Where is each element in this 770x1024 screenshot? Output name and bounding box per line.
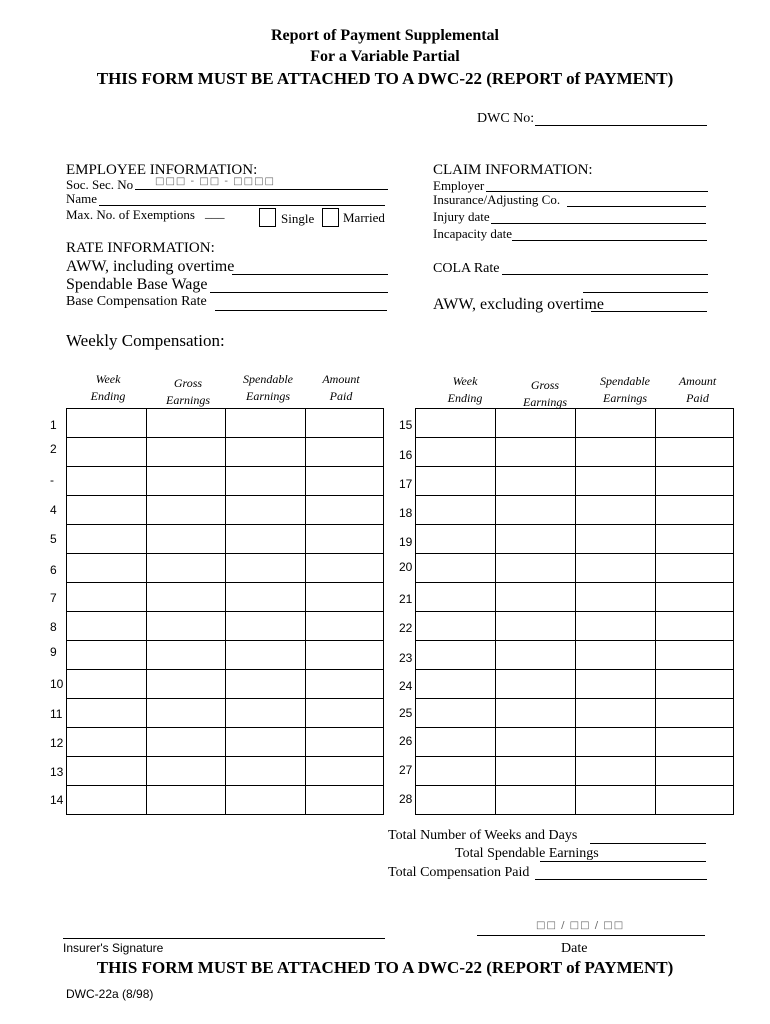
gross-earnings-cell[interactable] bbox=[495, 670, 575, 699]
week-ending-cell[interactable] bbox=[416, 612, 496, 641]
amount-paid-cell[interactable] bbox=[655, 438, 733, 467]
total-weeks-days-field[interactable] bbox=[590, 843, 706, 844]
spendable-earnings-cell[interactable] bbox=[226, 496, 306, 525]
week-ending-cell[interactable] bbox=[67, 496, 147, 525]
row-number: 16 bbox=[399, 448, 413, 462]
total-spendable-field[interactable] bbox=[540, 861, 706, 862]
spendable-earnings-cell[interactable] bbox=[226, 525, 306, 554]
row-number: 10 bbox=[50, 677, 64, 691]
spendable-earnings-cell[interactable] bbox=[575, 786, 655, 815]
row-number: 18 bbox=[399, 506, 413, 520]
form-title: Report of Payment Supplemental bbox=[271, 27, 499, 44]
amount-paid-cell[interactable] bbox=[655, 409, 733, 438]
spendable-earnings-cell[interactable] bbox=[226, 641, 306, 670]
row-number: 8 bbox=[50, 620, 57, 634]
table-row bbox=[416, 467, 734, 496]
insurer-signature-label: Insurer's Signature bbox=[63, 941, 164, 955]
spendable-earnings-cell[interactable] bbox=[575, 757, 655, 786]
gross-earnings-cell[interactable] bbox=[146, 583, 226, 612]
amount-paid-cell[interactable] bbox=[306, 612, 384, 641]
spendable-earnings-cell[interactable] bbox=[575, 467, 655, 496]
spendable-earnings-cell[interactable] bbox=[226, 612, 306, 641]
week-ending-cell[interactable] bbox=[67, 728, 147, 757]
gross-earnings-cell[interactable] bbox=[146, 467, 226, 496]
table-row bbox=[67, 438, 384, 467]
row-number: 13 bbox=[50, 765, 64, 779]
rate-info-heading: RATE INFORMATION: bbox=[66, 240, 215, 256]
gross-earnings-cell[interactable] bbox=[495, 641, 575, 670]
week-ending-cell[interactable] bbox=[67, 409, 147, 438]
cola-rate-label: COLA Rate bbox=[433, 261, 500, 276]
gross-earnings-cell[interactable] bbox=[146, 699, 226, 728]
amount-paid-cell[interactable] bbox=[306, 757, 384, 786]
left-spendable-earnings-header: Spendable Earnings bbox=[243, 372, 293, 403]
row-number: 1 bbox=[50, 418, 57, 432]
aww-incl-field[interactable] bbox=[232, 274, 388, 275]
table-row bbox=[416, 728, 734, 757]
insurance-label: Insurance/Adjusting Co. bbox=[433, 192, 561, 207]
gross-earnings-cell[interactable] bbox=[495, 525, 575, 554]
row-number: 20 bbox=[399, 560, 413, 574]
spendable-earnings-cell[interactable] bbox=[226, 467, 306, 496]
week-ending-cell[interactable] bbox=[416, 728, 496, 757]
table-row bbox=[416, 554, 734, 583]
single-checkbox[interactable] bbox=[259, 208, 276, 227]
week-ending-cell[interactable] bbox=[416, 757, 496, 786]
spendable-earnings-cell[interactable] bbox=[226, 786, 306, 815]
married-label: Married bbox=[343, 210, 385, 225]
week-ending-cell[interactable] bbox=[67, 699, 147, 728]
spendable-earnings-cell[interactable] bbox=[226, 583, 306, 612]
amount-paid-cell[interactable] bbox=[306, 525, 384, 554]
amount-paid-cell[interactable] bbox=[306, 786, 384, 815]
row-number: 28 bbox=[399, 792, 413, 806]
spendable-earnings-cell[interactable] bbox=[226, 554, 306, 583]
week-ending-cell[interactable] bbox=[67, 786, 147, 815]
exemptions-field[interactable]: ___ bbox=[205, 205, 225, 220]
spendable-earnings-cell[interactable] bbox=[575, 699, 655, 728]
amount-paid-cell[interactable] bbox=[306, 496, 384, 525]
amount-paid-cell[interactable] bbox=[655, 699, 733, 728]
spendable-earnings-cell[interactable] bbox=[226, 699, 306, 728]
week-ending-cell[interactable] bbox=[67, 757, 147, 786]
base-comp-label: Base Compensation Rate bbox=[66, 294, 207, 309]
week-ending-cell[interactable] bbox=[416, 525, 496, 554]
base-comp-field[interactable] bbox=[215, 310, 387, 311]
amount-paid-cell[interactable] bbox=[655, 670, 733, 699]
spendable-earnings-cell[interactable] bbox=[575, 554, 655, 583]
row-number: 22 bbox=[399, 621, 413, 635]
table-row bbox=[67, 409, 384, 438]
table-row bbox=[67, 641, 384, 670]
week-ending-cell[interactable] bbox=[67, 641, 147, 670]
total-comp-paid-field[interactable] bbox=[535, 879, 707, 880]
row-number: 6 bbox=[50, 563, 57, 577]
gross-earnings-cell[interactable] bbox=[495, 786, 575, 815]
gross-earnings-cell[interactable] bbox=[495, 409, 575, 438]
table-row bbox=[416, 496, 734, 525]
week-ending-cell[interactable] bbox=[416, 670, 496, 699]
row-number: 14 bbox=[50, 793, 64, 807]
week-ending-cell[interactable] bbox=[416, 699, 496, 728]
right-week-ending-header: Week Ending bbox=[447, 374, 483, 405]
table-row bbox=[416, 786, 734, 815]
row-number: 25 bbox=[399, 706, 413, 720]
week-ending-cell[interactable] bbox=[416, 641, 496, 670]
ssn-label: Soc. Sec. No bbox=[66, 177, 134, 192]
amount-paid-cell[interactable] bbox=[306, 467, 384, 496]
row-number: 2 bbox=[50, 442, 57, 456]
table-row bbox=[67, 728, 384, 757]
table-row bbox=[416, 583, 734, 612]
right-payment-table bbox=[415, 408, 734, 815]
gross-earnings-cell[interactable] bbox=[495, 612, 575, 641]
spendable-earnings-cell[interactable] bbox=[226, 728, 306, 757]
table-row bbox=[67, 496, 384, 525]
spendable-earnings-cell[interactable] bbox=[226, 409, 306, 438]
dwc-no-label: DWC No: bbox=[477, 111, 535, 126]
amount-paid-cell[interactable] bbox=[655, 612, 733, 641]
spendable-earnings-cell[interactable] bbox=[575, 409, 655, 438]
aww-incl-label: AWW, including overtime bbox=[66, 258, 235, 275]
week-ending-cell[interactable] bbox=[67, 612, 147, 641]
gross-earnings-cell[interactable] bbox=[146, 612, 226, 641]
spendable-earnings-cell[interactable] bbox=[575, 728, 655, 757]
row-number: 7 bbox=[50, 591, 57, 605]
gross-earnings-cell[interactable] bbox=[146, 670, 226, 699]
amount-paid-cell[interactable] bbox=[655, 786, 733, 815]
claim-info-heading: CLAIM INFORMATION: bbox=[433, 162, 593, 178]
row-number: 11 bbox=[50, 707, 63, 721]
weekly-comp-heading: Weekly Compensation: bbox=[66, 331, 225, 350]
table-row bbox=[416, 670, 734, 699]
right-gross-earnings-header: Gross Earnings bbox=[522, 378, 567, 409]
gross-earnings-cell[interactable] bbox=[495, 554, 575, 583]
spendable-earnings-cell[interactable] bbox=[226, 438, 306, 467]
week-ending-cell[interactable] bbox=[67, 467, 147, 496]
row-number: 23 bbox=[399, 651, 413, 665]
cola-rate-field[interactable] bbox=[502, 274, 708, 275]
gross-earnings-cell[interactable] bbox=[146, 641, 226, 670]
left-payment-table bbox=[66, 408, 384, 815]
amount-paid-cell[interactable] bbox=[655, 728, 733, 757]
amount-paid-cell[interactable] bbox=[655, 554, 733, 583]
week-ending-cell[interactable] bbox=[416, 786, 496, 815]
dwc-no-field[interactable] bbox=[535, 125, 707, 126]
row-number: 12 bbox=[50, 736, 64, 750]
amount-paid-cell[interactable] bbox=[306, 438, 384, 467]
row-number: 4 bbox=[50, 503, 57, 517]
insurer-signature-field[interactable] bbox=[63, 938, 385, 939]
row-number: 15 bbox=[399, 418, 413, 432]
gross-earnings-cell[interactable] bbox=[146, 438, 226, 467]
spendable-earnings-cell[interactable] bbox=[226, 670, 306, 699]
amount-paid-cell[interactable] bbox=[655, 525, 733, 554]
gross-earnings-cell[interactable] bbox=[495, 757, 575, 786]
table-row bbox=[67, 670, 384, 699]
ssn-underline bbox=[135, 189, 388, 190]
injury-date-field[interactable] bbox=[491, 223, 706, 224]
amount-paid-cell[interactable] bbox=[655, 467, 733, 496]
gross-earnings-cell[interactable] bbox=[146, 786, 226, 815]
row-number: 24 bbox=[399, 679, 413, 693]
gross-earnings-cell[interactable] bbox=[495, 438, 575, 467]
gross-earnings-cell[interactable] bbox=[495, 699, 575, 728]
name-label: Name bbox=[66, 191, 98, 206]
gross-earnings-cell[interactable] bbox=[146, 554, 226, 583]
total-weeks-days-label: Total Number of Weeks and Days bbox=[388, 828, 578, 843]
week-ending-cell[interactable] bbox=[416, 496, 496, 525]
amount-paid-cell[interactable] bbox=[306, 409, 384, 438]
amount-paid-cell[interactable] bbox=[306, 728, 384, 757]
amount-paid-cell[interactable] bbox=[306, 554, 384, 583]
row-number: 21 bbox=[399, 592, 413, 606]
amount-paid-cell[interactable] bbox=[655, 496, 733, 525]
amount-paid-cell[interactable] bbox=[306, 641, 384, 670]
week-ending-cell[interactable] bbox=[416, 409, 496, 438]
attach-notice-bottom: THIS FORM MUST BE ATTACHED TO A DWC-22 (REPORT of PAYMENT) bbox=[96, 958, 674, 977]
amount-paid-cell[interactable] bbox=[306, 699, 384, 728]
incapacity-date-label: Incapacity date bbox=[433, 226, 513, 241]
amount-paid-cell[interactable] bbox=[306, 670, 384, 699]
gross-earnings-cell[interactable] bbox=[495, 728, 575, 757]
insurance-field[interactable] bbox=[567, 206, 706, 207]
spendable-earnings-cell[interactable] bbox=[226, 757, 306, 786]
name-field[interactable] bbox=[99, 205, 385, 206]
week-ending-cell[interactable] bbox=[67, 583, 147, 612]
gross-earnings-cell[interactable] bbox=[495, 583, 575, 612]
total-spendable-label: Total Spendable Earnings bbox=[455, 846, 599, 861]
table-row bbox=[67, 786, 384, 815]
table-row bbox=[67, 467, 384, 496]
form-subtitle: For a Variable Partial bbox=[310, 48, 460, 65]
gross-earnings-cell[interactable] bbox=[495, 496, 575, 525]
table-row bbox=[67, 525, 384, 554]
table-row bbox=[416, 699, 734, 728]
aww-excl-label: AWW, excluding overtime bbox=[433, 296, 604, 313]
spendable-earnings-cell[interactable] bbox=[575, 525, 655, 554]
date-underline bbox=[477, 935, 705, 936]
table-row bbox=[67, 757, 384, 786]
table-row bbox=[67, 554, 384, 583]
injury-date-label: Injury date bbox=[433, 209, 490, 224]
spendable-earnings-cell[interactable] bbox=[575, 496, 655, 525]
week-ending-cell[interactable] bbox=[67, 525, 147, 554]
week-ending-cell[interactable] bbox=[416, 583, 496, 612]
amount-paid-cell[interactable] bbox=[655, 641, 733, 670]
week-ending-cell[interactable] bbox=[416, 467, 496, 496]
week-ending-cell[interactable] bbox=[67, 554, 147, 583]
week-ending-cell[interactable] bbox=[416, 438, 496, 467]
date-label: Date bbox=[561, 941, 588, 956]
spendable-earnings-cell[interactable] bbox=[575, 583, 655, 612]
week-ending-cell[interactable] bbox=[416, 554, 496, 583]
spendable-earnings-cell[interactable] bbox=[575, 438, 655, 467]
table-row bbox=[416, 525, 734, 554]
week-ending-cell[interactable] bbox=[67, 438, 147, 467]
row-number: 9 bbox=[50, 645, 57, 659]
incapacity-date-field[interactable] bbox=[512, 240, 707, 241]
amount-paid-cell[interactable] bbox=[306, 583, 384, 612]
date-field[interactable]: □□ / □□ / □□ bbox=[536, 920, 625, 931]
table-row bbox=[67, 612, 384, 641]
spendable-earnings-cell[interactable] bbox=[575, 612, 655, 641]
blank-rate-field[interactable] bbox=[583, 292, 708, 293]
gross-earnings-cell[interactable] bbox=[495, 467, 575, 496]
employer-label: Employer bbox=[433, 178, 485, 193]
row-number: 26 bbox=[399, 734, 413, 748]
amount-paid-cell[interactable] bbox=[655, 757, 733, 786]
form-id: DWC-22a (8/98) bbox=[66, 987, 154, 1001]
spendable-base-label: Spendable Base Wage bbox=[66, 276, 208, 293]
table-row bbox=[416, 641, 734, 670]
aww-excl-field[interactable] bbox=[591, 311, 707, 312]
right-spendable-earnings-header: Spendable Earnings bbox=[600, 374, 650, 405]
employee-info-heading: EMPLOYEE INFORMATION: bbox=[66, 162, 258, 178]
table-row bbox=[416, 757, 734, 786]
married-checkbox[interactable] bbox=[322, 208, 339, 227]
spendable-earnings-cell[interactable] bbox=[575, 641, 655, 670]
left-amount-paid-header: Amount Paid bbox=[322, 372, 360, 403]
table-row bbox=[416, 409, 734, 438]
table-row bbox=[416, 438, 734, 467]
week-ending-cell[interactable] bbox=[67, 670, 147, 699]
row-number: 5 bbox=[50, 532, 57, 546]
gross-earnings-cell[interactable] bbox=[146, 409, 226, 438]
gross-earnings-cell[interactable] bbox=[146, 496, 226, 525]
gross-earnings-cell[interactable] bbox=[146, 757, 226, 786]
table-row bbox=[416, 612, 734, 641]
spendable-earnings-cell[interactable] bbox=[575, 670, 655, 699]
ssn-field[interactable]: □□□ - □□ - □□□□ bbox=[155, 176, 275, 187]
exemptions-label: Max. No. of Exemptions bbox=[66, 207, 195, 222]
gross-earnings-cell[interactable] bbox=[146, 525, 226, 554]
single-label: Single bbox=[281, 211, 315, 226]
spendable-base-field[interactable] bbox=[210, 292, 388, 293]
table-row bbox=[67, 699, 384, 728]
total-comp-paid-label: Total Compensation Paid bbox=[388, 865, 530, 880]
right-amount-paid-header: Amount Paid bbox=[678, 374, 717, 405]
row-number: 19 bbox=[399, 535, 413, 549]
attach-notice-top: THIS FORM MUST BE ATTACHED TO A DWC-22 (REPORT of PAYMENT) bbox=[96, 69, 674, 88]
amount-paid-cell[interactable] bbox=[655, 583, 733, 612]
table-row bbox=[67, 583, 384, 612]
left-week-ending-header: Week Ending bbox=[90, 372, 126, 403]
row-number: 27 bbox=[399, 763, 413, 777]
left-gross-earnings-header: Gross Earnings bbox=[165, 376, 210, 407]
gross-earnings-cell[interactable] bbox=[146, 728, 226, 757]
row-number: 17 bbox=[399, 477, 413, 491]
row-number: - bbox=[50, 473, 54, 487]
